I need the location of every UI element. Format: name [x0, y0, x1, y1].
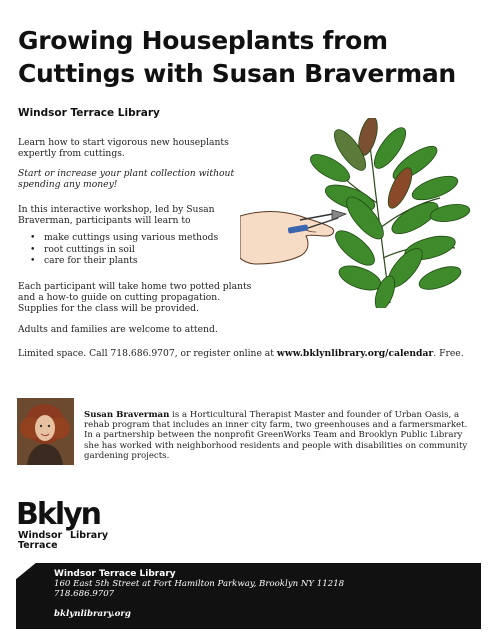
presenter-bio-text: is a Horticultural Therapist Master and founder of Urban Oasis, a rehab program that includes an inner city farm, two greenhouses and a farmersmarket. In a partnership between the nonprofit GreenWorks Team and Brooklyn Public Library she has worked with neighborhood residents and people with disabilities on community gardening projects. — [84, 410, 468, 461]
registration-prefix: Limited space. Call 718.686.9707, or register online at — [18, 348, 274, 359]
takehome-text: Each participant will take home two potted plants and a how-to guide on cutting propagation. Supplies for the class will be provided. — [18, 281, 252, 314]
audience-text: Adults and families are welcome to attend. — [18, 324, 218, 335]
registration-text — [18, 348, 488, 359]
presenter-bio — [84, 410, 474, 461]
footer-library-name: Windsor Terrace Library — [54, 569, 176, 579]
calendar-link[interactable]: www.bklynlibrary.org/calendar — [276, 348, 434, 359]
footer-address: 160 East 5th Street at Fort Hamilton Parkway, Brooklyn NY 11218 — [54, 579, 345, 589]
footer-contact — [54, 569, 344, 619]
intro-text: Learn how to start vigorous new houseplants expertly from cuttings. — [18, 137, 229, 159]
bklyn-logo: Bklyn — [16, 497, 101, 532]
logo-line-terrace: Terrace — [18, 540, 58, 551]
logo-line-library: Library — [70, 530, 109, 541]
event-location: Windsor Terrace Library — [18, 107, 160, 119]
footer-banner — [16, 563, 481, 629]
learn-list — [30, 232, 218, 267]
list-item: • care for their plants — [30, 255, 218, 267]
workshop-intro-text: In this interactive workshop, led by Susan Braverman, participants will learn to — [18, 204, 215, 226]
list-item: • root cuttings in soil — [30, 244, 218, 256]
footer-corner-slant — [15, 562, 37, 580]
list-item: • make cuttings using various methods — [30, 232, 218, 244]
registration-suffix: . Free. — [433, 348, 464, 359]
presenter-portrait-photo — [17, 398, 74, 465]
footer-phone: 718.686.9707 — [54, 589, 115, 599]
library-logo-subtitle — [18, 530, 128, 551]
page-title: Growing Houseplants from Cuttings with Susan Braverman — [18, 26, 456, 88]
promo-text: Start or increase your plant collection without spending any money! — [18, 168, 235, 190]
logo-line-windsor: Windsor — [18, 530, 63, 541]
hand-pruning-plant-illustration — [240, 118, 472, 308]
presenter-name: Susan Braverman — [84, 410, 170, 420]
footer-website-link[interactable]: bklynlibrary.org — [54, 609, 131, 619]
